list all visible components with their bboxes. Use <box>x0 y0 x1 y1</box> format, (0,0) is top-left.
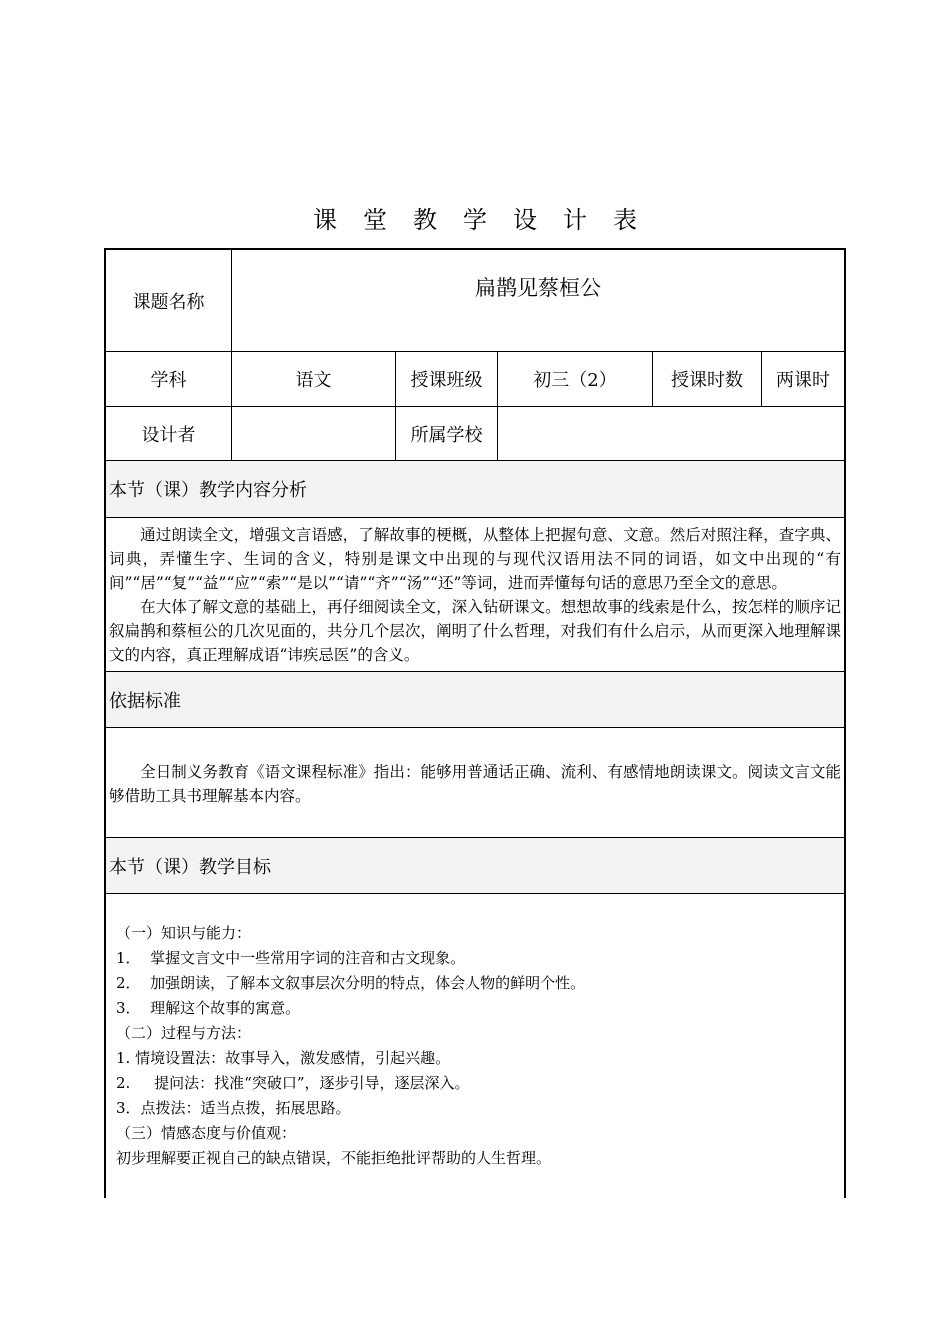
objective-line: 初步理解要正视自己的缺点错误，不能拒绝批评帮助的人生哲理。 <box>116 1149 552 1167</box>
document-title: 课堂教学设计表 <box>313 206 663 234</box>
objective-line: （三）情感态度与价值观： <box>116 1124 297 1142</box>
course-name-value: 扁鹊见蔡桓公 <box>475 276 601 300</box>
design-table <box>104 248 846 1198</box>
hours-value: 两课时 <box>776 370 830 391</box>
objectives-list <box>116 921 836 1171</box>
objective-line: （一）知识与能力： <box>116 924 252 942</box>
objective-line: 3． 理解这个故事的寓意。 <box>116 999 301 1017</box>
content-analysis-heading: 本节（课）教学内容分析 <box>109 480 307 501</box>
objective-line: 2． 加强朗读，了解本文叙事层次分明的特点，体会人物的鲜明个性。 <box>116 974 586 992</box>
content-analysis-body <box>109 523 841 667</box>
row-standards-heading <box>106 672 844 728</box>
standards-paragraph: 全日制义务教育《语文课程标准》指出：能够用普通话正确、流利、有感情地朗读课文。阅读文言文能够借助工具书理解基本内容。 <box>109 763 841 805</box>
school-value <box>498 407 844 460</box>
standards-heading: 依据标准 <box>109 690 181 712</box>
content-analysis-paragraph-1: 通过朗读全文，增强文言语感，了解故事的梗概，从整体上把握句意、文意。然后对照注释，查字典、词典，弄懂生字、生词的含义，特别是课文中出现的与现代汉语用法不同的词语，如文中出现的“有间”“居”“复”“益”“应”“索”“是以”“请”“齐”“汤”“还”等词，进而弄懂每句话的意思乃至全文的意思。 <box>109 526 841 592</box>
row-standards-body <box>106 728 844 838</box>
row-subject <box>106 352 844 407</box>
subject-label: 学科 <box>106 352 232 406</box>
designer-label: 设计者 <box>106 407 232 460</box>
designer-value <box>232 407 396 460</box>
row-course-name <box>106 250 844 352</box>
objective-line: 2. 提问法：找准“突破口”，逐步引导，逐层深入。 <box>116 1074 470 1092</box>
objective-line: 1. 情境设置法：故事导入，激发感情，引起兴趣。 <box>116 1049 451 1067</box>
subject-value: 语文 <box>232 352 396 406</box>
hours-label: 授课时数 <box>653 352 762 406</box>
course-name-cell <box>232 250 844 351</box>
row-objectives-body <box>106 894 844 1200</box>
objective-line: （二）过程与方法： <box>116 1024 252 1042</box>
objective-line: 3．点拨法：适当点拨，拓展思路。 <box>116 1099 351 1117</box>
content-analysis-paragraph-2: 在大体了解文意的基础上，再仔细阅读全文，深入钻研课文。想想故事的线索是什么，按怎样的顺序记叙扁鹊和蔡桓公的几次见面的，共分几个层次，阐明了什么哲理，对我们有什么启示，从而更深入地理解课文的内容，真正理解成语“讳疾忌医”的含义。 <box>109 598 841 664</box>
row-objectives-heading <box>106 838 844 894</box>
row-content-analysis-heading <box>106 461 844 518</box>
class-label: 授课班级 <box>396 352 498 406</box>
class-value: 初三（2） <box>498 352 653 406</box>
school-label: 所属学校 <box>396 407 498 460</box>
course-name-label: 课题名称 <box>106 250 232 351</box>
row-designer <box>106 407 844 461</box>
objective-line: 1． 掌握文言文中一些常用字词的注音和古文现象。 <box>116 949 466 967</box>
objectives-heading: 本节（课）教学目标 <box>109 856 271 878</box>
row-content-analysis-body <box>106 518 844 672</box>
